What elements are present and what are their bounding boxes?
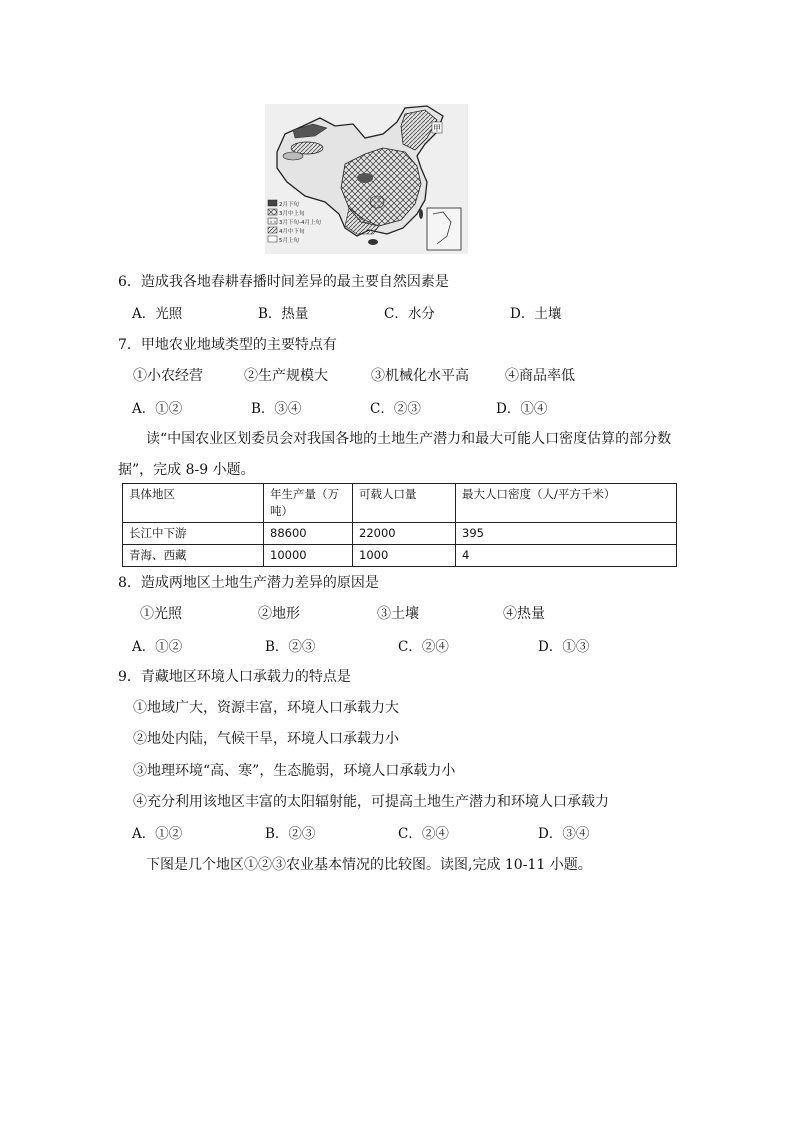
- q6-option-c[interactable]: C．水分: [384, 306, 435, 322]
- q9-option-c[interactable]: C．②④: [398, 826, 449, 842]
- q8-item-4: ④热量: [503, 606, 545, 622]
- legend-item: 3月中上旬: [279, 211, 305, 217]
- legend-item: 3月下旬-4月上旬: [279, 220, 321, 226]
- q7-option-a[interactable]: A．①②: [132, 401, 183, 417]
- south-china-sea-inset: [427, 208, 461, 250]
- intro-10-11: 下图是几个地区①②③农业基本情况的比较图。读图,完成 10-11 小题。: [146, 857, 592, 873]
- table-cell: 长江中下游: [123, 523, 264, 545]
- map-label-jia: 甲: [433, 124, 441, 133]
- q7-item-4: ④商品率低: [505, 368, 575, 384]
- q8-item-1: ①光照: [140, 606, 182, 622]
- table-cell: 10000: [264, 545, 353, 567]
- q8-item-3: ③土壤: [377, 606, 419, 622]
- china-sowing-map: [265, 104, 468, 254]
- q7-option-d[interactable]: D．①④: [496, 401, 548, 417]
- q6-option-b[interactable]: B．热量: [258, 306, 309, 322]
- intro-8-9-line1: 读“中国农业区划委员会对我国各地的土地生产潜力和最大可能人口密度估算的部分数: [146, 431, 672, 447]
- table-header-cell: 可载人口量: [353, 484, 456, 523]
- table-header-row: [123, 484, 677, 523]
- table-cell: 395: [456, 523, 677, 545]
- question-9-stem: 9．青藏地区环境人口承载力的特点是: [118, 669, 351, 685]
- table-cell: 1000: [353, 545, 456, 567]
- q7-item-1: ①小农经营: [133, 368, 203, 384]
- question-6-stem: 6．造成我各地春耕春播时间差异的最主要自然因素是: [118, 274, 449, 290]
- table-cell: 4: [456, 545, 677, 567]
- legend-item: 2月下旬: [279, 202, 299, 208]
- table-header-cell: [264, 484, 353, 523]
- table-cell: 青海、西藏: [123, 545, 264, 567]
- q8-item-2: ②地形: [258, 606, 300, 622]
- q8-option-b[interactable]: B．②③: [265, 639, 316, 655]
- table-header-part: 年生产量（万: [270, 487, 339, 501]
- question-8-stem: 8．造成两地区土地生产潜力差异的原因是: [118, 575, 379, 591]
- table-row: [123, 523, 677, 545]
- q7-option-c[interactable]: C．②③: [370, 401, 421, 417]
- intro-8-9-line2: 据”，完成 8-9 小题。: [118, 462, 255, 478]
- potential-table: [122, 483, 677, 567]
- q9-option-d[interactable]: D．③④: [538, 826, 590, 842]
- table-cell: 22000: [353, 523, 456, 545]
- table-header-cell: 最大人口密度（人/平方千米）: [456, 484, 677, 523]
- q7-option-b[interactable]: B．③④: [251, 401, 302, 417]
- q8-option-a[interactable]: A．①②: [132, 639, 183, 655]
- q9-item-2: ②地处内陆，气候干旱，环境人口承载力小: [133, 731, 399, 747]
- table-header-part: 吨）: [270, 504, 293, 518]
- q6-option-a[interactable]: A．光照: [132, 306, 183, 322]
- legend-item: 4月中下旬: [279, 229, 305, 235]
- legend-item: 5月上旬: [279, 238, 299, 244]
- q9-item-3: ③地理环境“高、寒”，生态脆弱，环境人口承载力小: [133, 763, 456, 779]
- q9-item-4: ④充分利用该地区丰富的太阳辐射能，可提高土地生产潜力和环境人口承载力: [133, 794, 609, 810]
- table-cell: 88600: [264, 523, 353, 545]
- q8-option-d[interactable]: D．①③: [538, 639, 590, 655]
- q6-option-d[interactable]: D．土壤: [510, 306, 562, 322]
- q9-option-a[interactable]: A．①②: [132, 826, 183, 842]
- question-7-stem: 7．甲地农业地域类型的主要特点有: [118, 337, 337, 353]
- q9-option-b[interactable]: B．②③: [265, 826, 316, 842]
- q8-option-c[interactable]: C．②④: [398, 639, 449, 655]
- q7-item-3: ③机械化水平高: [371, 368, 469, 384]
- table-header-cell: 具体地区: [123, 484, 264, 523]
- q9-item-1: ①地域广大，资源丰富，环境人口承载力大: [133, 700, 399, 716]
- table-row: [123, 545, 677, 567]
- q7-item-2: ②生产规模大: [244, 368, 328, 384]
